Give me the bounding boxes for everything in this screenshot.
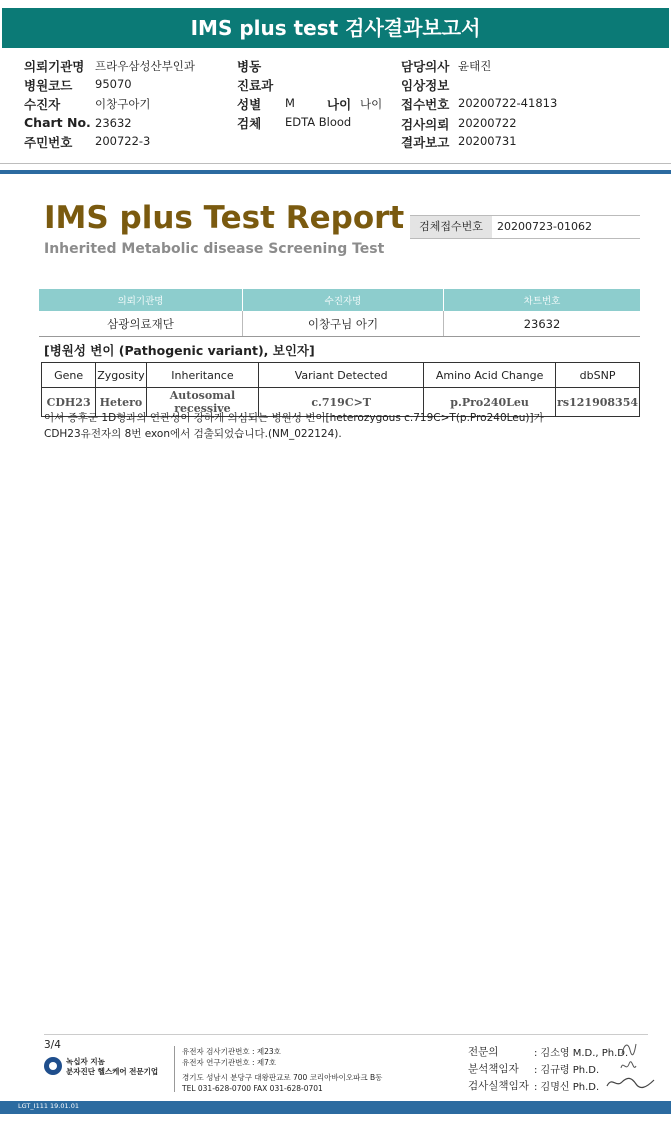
info-label: 수진자 <box>24 97 61 112</box>
table-header: dbSNP <box>556 363 640 388</box>
section-title: [병원성 변이 (Pathogenic variant), 보인자] <box>44 343 315 358</box>
table-header-row <box>39 289 640 311</box>
table-cell: 삼광의료재단 <box>39 311 243 337</box>
footer-divider <box>44 1034 648 1035</box>
signer-name: : 김소영 M.D., Ph.D. <box>534 1048 629 1059</box>
table-cell: rs121908354 <box>556 388 640 417</box>
info-value: 20200722-41813 <box>458 96 558 110</box>
report-title: IMS plus Test Report <box>44 200 405 236</box>
variant-description <box>44 410 644 442</box>
info-label: 성별 <box>237 97 262 112</box>
table-header: Gene <box>42 363 96 388</box>
logo-circle-icon <box>44 1057 62 1075</box>
address-line: 경기도 성남시 분당구 대왕판교로 700 코리아바이오파크 B동 <box>182 1073 383 1082</box>
info-label: 진료과 <box>237 78 274 93</box>
variant-table <box>41 362 640 417</box>
signer-name: : 김규령 Ph.D. <box>534 1065 600 1076</box>
info-label: 병원코드 <box>24 78 73 93</box>
signer-name: : 김명신 Ph.D. <box>534 1082 600 1093</box>
info-value: 20200722 <box>458 116 517 130</box>
info-label: 의뢰기관명 <box>24 59 85 74</box>
signer-role: 검사실책임자 <box>468 1080 529 1092</box>
address-line: TEL 031-628-0700 FAX 031-628-0701 <box>182 1084 323 1093</box>
info-value: 이창구아기 <box>95 97 151 111</box>
description-line: CDH23유전자의 8번 exon에서 검출되었습니다.(NM_022124). <box>44 428 342 440</box>
table-cell: p.Pro240Leu <box>424 388 556 417</box>
address-line: 유전자 검사기관번호 : 제23호 <box>182 1047 281 1056</box>
signature-mark <box>604 1074 656 1090</box>
table-header: Inheritance <box>146 363 259 388</box>
footer-bar <box>0 1101 671 1114</box>
table-cell: 이창구님 아기 <box>243 311 444 337</box>
info-value: 23632 <box>95 116 132 130</box>
document-code: LGT_I111 19.01.01 <box>18 1102 79 1110</box>
table-cell: Hetero <box>96 388 146 417</box>
divider <box>0 163 671 164</box>
info-label: 담당의사 <box>401 59 450 74</box>
divider-bar <box>0 170 671 174</box>
table-row <box>39 311 640 337</box>
info-value: 95070 <box>95 77 132 91</box>
receipt-value: 20200723-01062 <box>497 220 592 233</box>
address-line: 유전자 연구기관번호 : 제7호 <box>182 1058 277 1067</box>
table-cell: 23632 <box>444 311 641 337</box>
footer-vertical-divider <box>174 1046 175 1092</box>
receipt-number-box <box>410 215 640 239</box>
info-label: 나이 <box>327 97 352 112</box>
footer-address <box>182 1046 382 1094</box>
table-header: 차트번호 <box>444 289 641 311</box>
table-cell: CDH23 <box>42 388 96 417</box>
info-label: 주민번호 <box>24 135 73 150</box>
signature-mark <box>618 1040 638 1058</box>
info-label: 검체 <box>237 116 262 131</box>
table-header: Amino Acid Change <box>424 363 556 388</box>
page-number: 3/4 <box>44 1039 61 1051</box>
info-label: 임상정보 <box>401 78 450 93</box>
info-label: Chart No. <box>24 115 91 130</box>
info-label: 검사의뢰 <box>401 117 450 132</box>
table-cell: Autosomal recessive <box>146 388 259 417</box>
table-header: Zygosity <box>96 363 146 388</box>
info-label: 병동 <box>237 59 262 74</box>
report-header-bar <box>2 8 669 48</box>
report-header-title: IMS plus test 검사결과보고서 <box>190 16 481 40</box>
info-value: 20200731 <box>458 134 517 148</box>
report-subtitle: Inherited Metabolic disease Screening Test <box>44 241 385 257</box>
info-label: 결과보고 <box>401 135 450 150</box>
info-value: 프라우삼성산부인과 <box>95 59 195 73</box>
info-label: 접수번호 <box>401 97 450 112</box>
signer-role: 분석책임자 <box>468 1063 519 1075</box>
logo-tagline: 분자진단 헬스케어 전문기업 <box>66 1067 159 1076</box>
signer-role: 전문의 <box>468 1046 499 1058</box>
company-logo <box>44 1055 174 1079</box>
table-cell: c.719C>T <box>259 388 424 417</box>
receipt-label: 검체접수번호 <box>410 216 492 238</box>
description-line: 어셔 증후군 1D형과의 연관성이 강하게 의심되는 병원성 변이[heterozygous c.719C>T(p.Pro240Leu)]가 <box>44 412 544 424</box>
info-value: 나이 <box>360 97 383 111</box>
table-header: Variant Detected <box>259 363 424 388</box>
table-header-row <box>42 363 640 388</box>
info-value: 윤태진 <box>458 59 492 73</box>
logo-text: 녹십자 지놈 <box>66 1057 105 1066</box>
table-header: 의뢰기관명 <box>39 289 243 311</box>
info-value: EDTA Blood <box>285 115 352 129</box>
table-header: 수진자명 <box>243 289 444 311</box>
info-value: M <box>285 96 295 110</box>
patient-table <box>39 289 640 337</box>
info-value: 200722-3 <box>95 134 151 148</box>
